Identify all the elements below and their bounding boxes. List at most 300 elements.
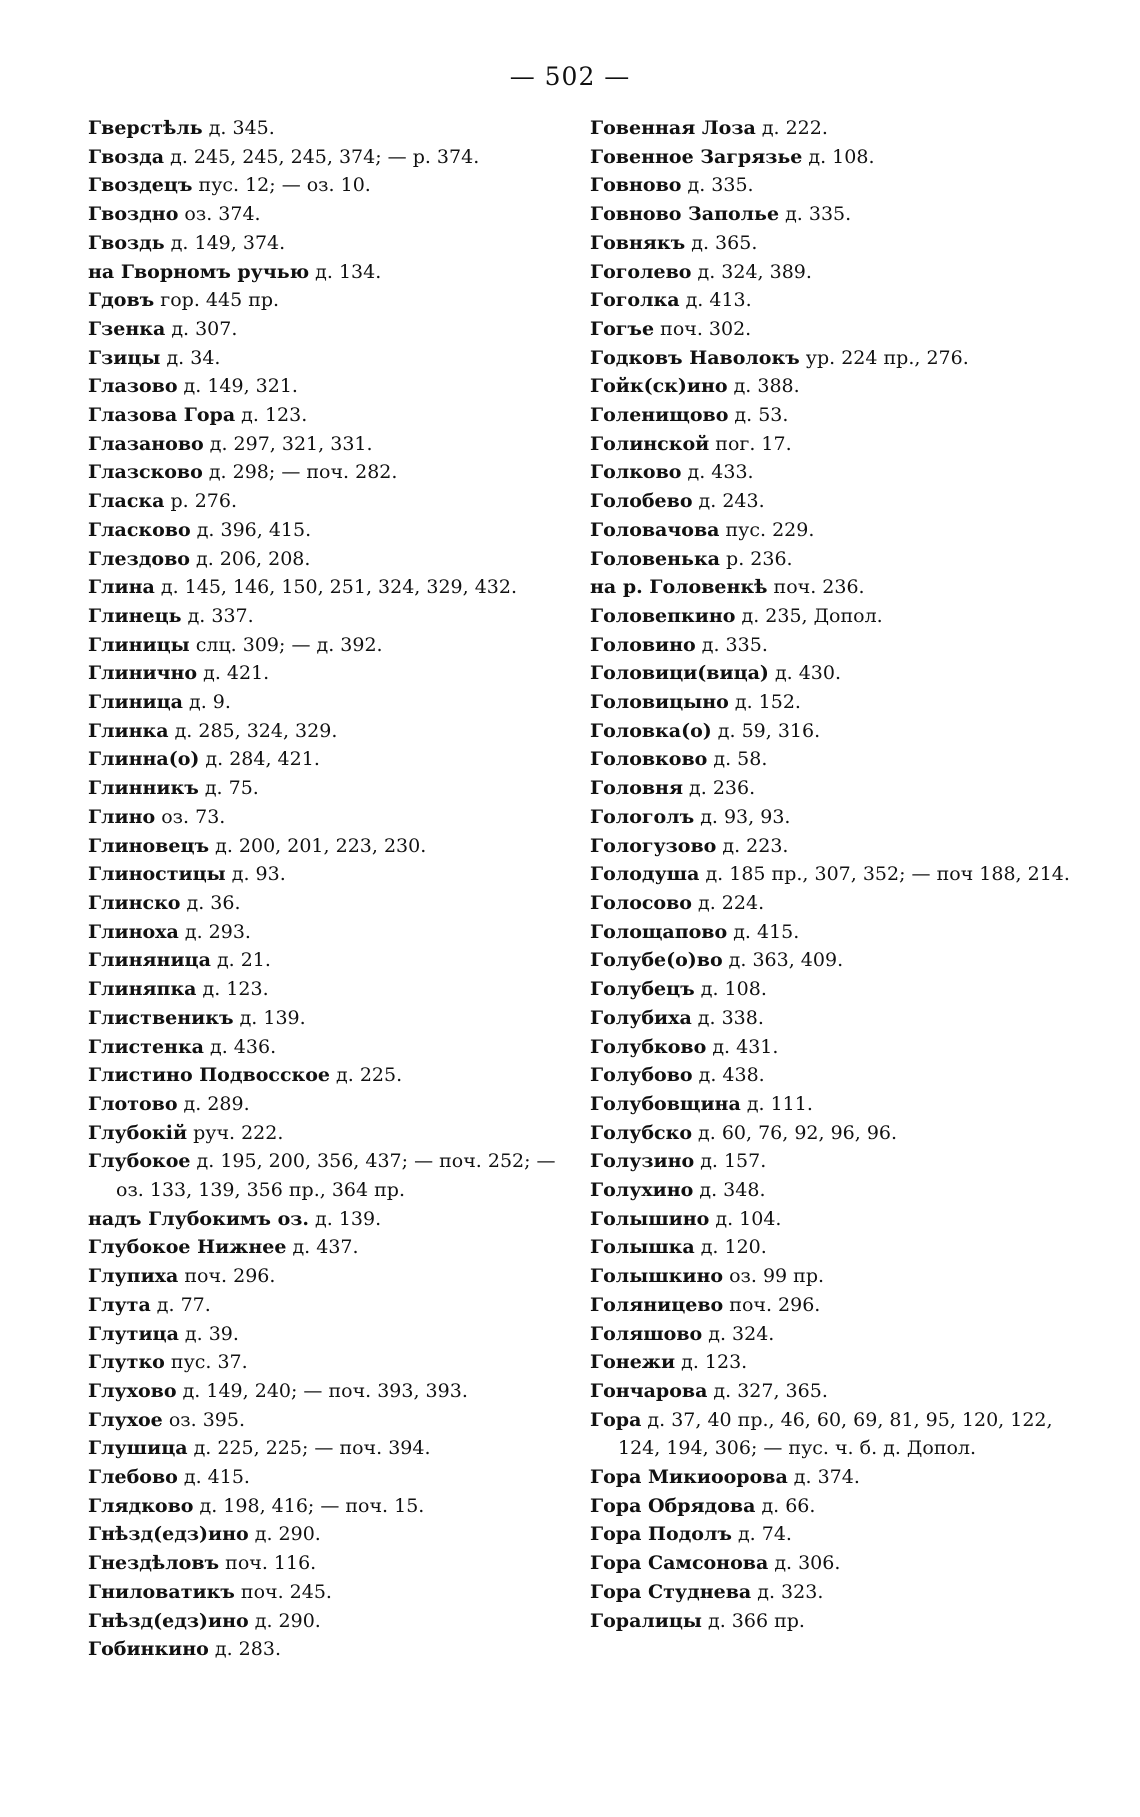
entry-headword: Головня xyxy=(590,777,684,800)
entry-headword: Головепкино xyxy=(590,604,736,627)
entry-headword: Голубиха xyxy=(590,1006,692,1029)
entry-references: д. 149, 374. xyxy=(164,231,286,254)
entry-headword: Горалицы xyxy=(590,1609,702,1632)
entry-headword: Голышка xyxy=(590,1236,695,1259)
index-entry xyxy=(590,1463,1090,1492)
entry-headword: Гора Самсонова xyxy=(590,1552,769,1575)
entry-headword: Глутко xyxy=(88,1351,165,1374)
entry-references: р. 236. xyxy=(720,547,793,570)
entry-headword: Гвоздь xyxy=(88,231,165,254)
entry-references: д. 243. xyxy=(692,490,765,513)
index-entry xyxy=(88,401,558,430)
index-entry xyxy=(88,1262,558,1291)
entry-headword: Глазсково xyxy=(88,461,203,484)
entry-references: д. 327, 365. xyxy=(707,1379,828,1402)
entry-headword: Гнѣзд(едз)ино xyxy=(88,1523,249,1546)
index-entry xyxy=(88,315,558,344)
index-entry xyxy=(590,1320,1090,1349)
index-entry xyxy=(88,717,558,746)
entry-references: д. 338. xyxy=(691,1006,764,1029)
entry-references: д. 195, 200, 356, 437; — поч. 252; — оз. 133, 139, 356 пр., 364 пр. xyxy=(116,1150,556,1202)
entry-headword: Глотово xyxy=(88,1092,178,1115)
entry-references: р. 276. xyxy=(164,490,238,513)
entry-references: д. 365. xyxy=(685,231,758,254)
entry-references: д. 206, 208. xyxy=(189,547,311,570)
index-entry xyxy=(590,1291,1090,1320)
entry-references: пус. 12; — оз. 10. xyxy=(192,174,371,197)
index-entry xyxy=(590,516,1090,545)
entry-headword: Глина xyxy=(88,576,155,599)
entry-references: д. 152. xyxy=(728,691,801,714)
index-entry xyxy=(590,946,1090,975)
entry-headword: Гогъе xyxy=(590,317,655,340)
index-entry xyxy=(88,258,558,287)
index-entry xyxy=(590,458,1090,487)
entry-headword: Глубокое xyxy=(88,1150,191,1173)
entry-references: д. 9. xyxy=(182,691,231,714)
index-entry xyxy=(88,1004,558,1033)
entry-headword: Глядково xyxy=(88,1494,194,1517)
index-entry xyxy=(590,745,1090,774)
index-entry xyxy=(590,372,1090,401)
entry-headword: Голодуша xyxy=(590,863,700,886)
entry-references: д. 93, 93. xyxy=(694,805,791,828)
entry-references: д. 290. xyxy=(248,1523,321,1546)
index-entry xyxy=(590,1492,1090,1521)
entry-references: д. 437. xyxy=(286,1236,359,1259)
entry-references: д. 284, 421. xyxy=(199,748,320,771)
entry-references: д. 224. xyxy=(691,891,765,914)
entry-headword: Гоголка xyxy=(590,289,680,312)
entry-references: д. 34. xyxy=(160,346,221,369)
index-entry xyxy=(88,1635,558,1664)
entry-headword: Голяшово xyxy=(590,1322,703,1345)
entry-references: д. 223. xyxy=(716,834,789,857)
index-entry xyxy=(88,1578,558,1607)
entry-headword: Голышино xyxy=(590,1207,710,1230)
entry-references: д. 198, 416; — поч. 15. xyxy=(193,1494,425,1517)
entry-references: д. 235, Допол. xyxy=(735,604,883,627)
index-entry xyxy=(590,717,1090,746)
index-entry xyxy=(88,1549,558,1578)
entry-references: руч. 222. xyxy=(187,1121,284,1144)
entry-headword: Голубовщина xyxy=(590,1092,741,1115)
entry-references: д. 157. xyxy=(694,1150,767,1173)
entry-references: д. 139. xyxy=(233,1006,306,1029)
index-entry xyxy=(590,143,1090,172)
entry-headword: Глездово xyxy=(88,547,190,570)
index-entry xyxy=(590,1176,1090,1205)
index-entry xyxy=(590,889,1090,918)
entry-headword: Головка(о) xyxy=(590,719,712,742)
entry-headword: Гончарова xyxy=(590,1379,708,1402)
entry-references: оз. 374. xyxy=(178,203,261,226)
entry-references: д. 123. xyxy=(196,978,269,1001)
index-entry xyxy=(88,458,558,487)
index-entry xyxy=(590,229,1090,258)
entry-headword: Гласка xyxy=(88,490,165,513)
entry-headword: Голяницево xyxy=(590,1293,724,1316)
entry-references: оз. 73. xyxy=(155,805,226,828)
entry-references: д. 297, 321, 331. xyxy=(203,432,373,455)
entry-references: д. 283. xyxy=(208,1638,281,1661)
entry-references: д. 335. xyxy=(681,174,754,197)
entry-headword: Глубокій xyxy=(88,1121,188,1144)
entry-headword: Глебово xyxy=(88,1466,178,1489)
entry-references: д. 306. xyxy=(768,1552,841,1575)
left-column xyxy=(88,114,558,1664)
entry-headword: Голенищово xyxy=(590,404,729,427)
index-entry xyxy=(590,487,1090,516)
entry-headword: Гвоздно xyxy=(88,203,179,226)
index-entry xyxy=(590,344,1090,373)
entry-headword: Годковъ Наволокъ xyxy=(590,346,800,369)
entry-references: д. 431. xyxy=(706,1035,779,1058)
entry-headword: Глиноха xyxy=(88,920,179,943)
entry-headword: Гора Обрядова xyxy=(590,1494,756,1517)
entry-references: д. 225. xyxy=(330,1064,403,1087)
entry-references: поч. 296. xyxy=(178,1265,276,1288)
entry-headword: Голубково xyxy=(590,1035,707,1058)
entry-references: д. 149, 240; — поч. 393, 393. xyxy=(176,1379,468,1402)
entry-headword: Глупиха xyxy=(88,1265,179,1288)
entry-headword: Глино xyxy=(88,805,156,828)
index-entry xyxy=(88,1090,558,1119)
entry-headword: Гора Микиоорова xyxy=(590,1466,788,1489)
entry-references: д. 120. xyxy=(694,1236,767,1259)
entry-headword: Глиняница xyxy=(88,949,211,972)
entry-references: д. 293. xyxy=(178,920,251,943)
entry-references: пог. 17. xyxy=(709,432,792,455)
index-entry xyxy=(88,832,558,861)
entry-references: д. 58. xyxy=(707,748,768,771)
index-entry xyxy=(590,1578,1090,1607)
entry-headword: Гвозда xyxy=(88,145,165,168)
entry-references: поч. 116. xyxy=(219,1552,317,1575)
index-entry xyxy=(88,1320,558,1349)
entry-headword: Гдовъ xyxy=(88,289,155,312)
entry-headword: Глута xyxy=(88,1293,151,1316)
entry-references: д. 290. xyxy=(248,1609,321,1632)
entry-references: оз. 395. xyxy=(162,1408,246,1431)
index-entry xyxy=(590,860,1090,889)
index-entry xyxy=(88,344,558,373)
index-entry xyxy=(88,143,558,172)
entry-headword: Гоголево xyxy=(590,260,692,283)
entry-headword: Голубово xyxy=(590,1064,693,1087)
index-entry xyxy=(590,1147,1090,1176)
index-entry xyxy=(88,1520,558,1549)
entry-headword: Гобинкино xyxy=(88,1638,209,1661)
index-entry xyxy=(590,401,1090,430)
entry-headword: Глистино Подвосское xyxy=(88,1064,331,1087)
index-entry xyxy=(88,1147,558,1204)
index-entry xyxy=(590,171,1090,200)
entry-references: д. 37, 40 пр., 46, 60, 69, 81, 95, 120, 122, 124, 194, 306; — пус. ч. б. д. Допол. xyxy=(618,1408,1053,1460)
entry-references: гор. 445 пр. xyxy=(154,289,280,312)
entry-headword: Гзенка xyxy=(88,317,166,340)
entry-headword: Голышкино xyxy=(590,1265,724,1288)
entry-references: д. 289. xyxy=(177,1092,250,1115)
entry-references: пус. 229. xyxy=(719,518,815,541)
entry-references: ур. 224 пр., 276. xyxy=(799,346,969,369)
entry-headword: Голосово xyxy=(590,891,692,914)
entry-headword: Голухино xyxy=(590,1179,694,1202)
index-entry xyxy=(590,1406,1090,1463)
entry-headword: Глубокое Нижнее xyxy=(88,1236,287,1259)
index-entry xyxy=(88,430,558,459)
entry-references: д. 298; — поч. 282. xyxy=(202,461,398,484)
index-entry xyxy=(88,889,558,918)
entry-references: поч. 302. xyxy=(654,317,752,340)
index-entry xyxy=(88,1492,558,1521)
entry-references: поч. 245. xyxy=(234,1580,332,1603)
entry-headword: Гнездѣловъ xyxy=(88,1552,220,1575)
index-entry xyxy=(88,487,558,516)
entry-headword: Гойк(ск)ино xyxy=(590,375,728,398)
index-entry xyxy=(88,659,558,688)
index-entry xyxy=(590,832,1090,861)
entry-headword: Головково xyxy=(590,748,708,771)
index-entry xyxy=(88,745,558,774)
index-entry xyxy=(590,774,1090,803)
entry-references: д. 75. xyxy=(198,777,259,800)
entry-headword: Головици(вица) xyxy=(590,662,769,685)
entry-references: д. 324. xyxy=(702,1322,775,1345)
entry-headword: Голубско xyxy=(590,1121,692,1144)
entry-references: пус. 37. xyxy=(164,1351,248,1374)
entry-references: д. 245, 245, 245, 374; — р. 374. xyxy=(164,145,480,168)
entry-headword: Глухое xyxy=(88,1408,163,1431)
entry-references: д. 108. xyxy=(802,145,875,168)
entry-references: д. 53. xyxy=(728,404,789,427)
index-entry xyxy=(88,975,558,1004)
index-entry xyxy=(590,1033,1090,1062)
entry-headword: Голинской xyxy=(590,432,710,455)
index-entry xyxy=(88,229,558,258)
entry-references: д. 323. xyxy=(751,1580,824,1603)
index-entry xyxy=(88,1233,558,1262)
entry-headword: Голубе(о)во xyxy=(590,949,723,972)
entry-headword: Голузино xyxy=(590,1150,695,1173)
index-entry xyxy=(590,1233,1090,1262)
entry-headword: Гверстѣль xyxy=(88,117,203,139)
entry-headword: Голубецъ xyxy=(590,978,695,1001)
entry-references: д. 335. xyxy=(779,203,852,226)
entry-headword: Гологолъ xyxy=(590,805,695,828)
entry-references: д. 39. xyxy=(178,1322,239,1345)
entry-headword: Головицыно xyxy=(590,691,729,714)
entry-headword: Глинка xyxy=(88,719,169,742)
entry-references: д. 335. xyxy=(695,633,768,656)
index-entry xyxy=(88,1033,558,1062)
entry-references: д. 374. xyxy=(787,1466,860,1489)
entry-references: д. 307. xyxy=(165,317,238,340)
entry-headword: Глиновецъ xyxy=(88,834,210,857)
entry-headword: Глиницы xyxy=(88,633,190,656)
index-entry xyxy=(88,774,558,803)
entry-references: д. 348. xyxy=(693,1179,766,1202)
index-entry xyxy=(88,200,558,229)
entry-references: поч. 236. xyxy=(767,576,865,599)
index-entry xyxy=(590,602,1090,631)
entry-headword: Гора Подолъ xyxy=(590,1523,732,1546)
entry-references: д. 200, 201, 223, 230. xyxy=(209,834,427,857)
entry-references: д. 134. xyxy=(309,260,382,283)
entry-headword: Гора Студнева xyxy=(590,1580,752,1603)
index-entry xyxy=(88,573,558,602)
entry-headword: Головино xyxy=(590,633,696,656)
index-entry xyxy=(590,430,1090,459)
entry-headword: Гологузово xyxy=(590,834,717,857)
entry-headword: Глазово xyxy=(88,375,178,398)
entry-headword: Глиняпка xyxy=(88,978,197,1001)
entry-references: д. 337. xyxy=(181,604,254,627)
index-entry xyxy=(590,918,1090,947)
index-entry xyxy=(590,1090,1090,1119)
index-entry xyxy=(590,1004,1090,1033)
entry-headword: Головенька xyxy=(590,547,720,570)
index-entry xyxy=(88,372,558,401)
index-entry xyxy=(88,946,558,975)
entry-headword: Глинникъ xyxy=(88,777,199,800)
index-entry xyxy=(590,659,1090,688)
entry-headword: Гнѣзд(едз)ино xyxy=(88,1609,249,1632)
entry-references: д. 77. xyxy=(150,1293,211,1316)
entry-references: д. 363, 409. xyxy=(722,949,844,972)
index-entry xyxy=(88,918,558,947)
index-entry xyxy=(590,803,1090,832)
entry-headword: Глухово xyxy=(88,1379,177,1402)
index-entry xyxy=(590,631,1090,660)
entry-headword: Глинско xyxy=(88,891,181,914)
entry-references: д. 433. xyxy=(681,461,754,484)
index-entry xyxy=(88,1119,558,1148)
entry-headword: Глазаново xyxy=(88,432,204,455)
entry-headword: Голково xyxy=(590,461,682,484)
entry-headword: Глушица xyxy=(88,1437,188,1460)
entry-headword: Говенное Загрязье xyxy=(590,145,803,168)
entry-references: д. 36. xyxy=(180,891,241,914)
index-entry xyxy=(88,602,558,631)
entry-references: д. 430. xyxy=(768,662,842,685)
entry-references: д. 236. xyxy=(683,777,756,800)
entry-headword: Глиница xyxy=(88,691,183,714)
entry-references: д. 415. xyxy=(727,920,800,943)
index-entry xyxy=(88,286,558,315)
index-entry xyxy=(88,545,558,574)
entry-headword: надъ Глубокимъ оз. xyxy=(88,1207,310,1230)
entry-headword: Голощапово xyxy=(590,920,728,943)
entry-headword: Говново Заполье xyxy=(590,203,780,226)
index-entry xyxy=(590,545,1090,574)
entry-headword: Глистенка xyxy=(88,1035,204,1058)
entry-references: д. 139. xyxy=(309,1207,382,1230)
index-entry xyxy=(88,631,558,660)
index-entry xyxy=(88,860,558,889)
index-entry xyxy=(88,1205,558,1234)
entry-references: д. 222. xyxy=(755,117,828,139)
entry-references: д. 413. xyxy=(679,289,752,312)
index-entry xyxy=(88,1291,558,1320)
index-entry xyxy=(590,114,1090,143)
entry-headword: Гзицы xyxy=(88,346,161,369)
entry-references: д. 421. xyxy=(197,662,270,685)
index-entry xyxy=(88,114,558,143)
index-entry xyxy=(590,1262,1090,1291)
index-entry xyxy=(590,1607,1090,1636)
entry-headword: Голобево xyxy=(590,490,693,513)
entry-references: д. 111. xyxy=(740,1092,813,1115)
index-entry xyxy=(590,315,1090,344)
entry-references: д. 388. xyxy=(727,375,800,398)
entry-references: д. 123. xyxy=(235,404,308,427)
index-entry xyxy=(88,1406,558,1435)
index-entry xyxy=(590,1061,1090,1090)
entry-references: оз. 99 пр. xyxy=(723,1265,825,1288)
index-entry xyxy=(590,688,1090,717)
index-entry xyxy=(590,1348,1090,1377)
index-entry xyxy=(590,286,1090,315)
entry-references: д. 149, 321. xyxy=(177,375,298,398)
entry-references: д. 21. xyxy=(210,949,271,972)
entry-headword: Говнякъ xyxy=(590,231,686,254)
index-entry xyxy=(88,1377,558,1406)
entry-headword: Глинично xyxy=(88,662,198,685)
entry-headword: Глиностицы xyxy=(88,863,226,886)
entry-references: д. 436. xyxy=(203,1035,277,1058)
entry-headword: Глинна(о) xyxy=(88,748,200,771)
entry-headword: Гора xyxy=(590,1408,642,1431)
index-entry xyxy=(88,1463,558,1492)
entry-references: д. 104. xyxy=(709,1207,782,1230)
entry-references: поч. 296. xyxy=(723,1293,821,1316)
entry-headword: на р. Головенкѣ xyxy=(590,576,768,599)
index-entry xyxy=(590,1520,1090,1549)
entry-references: д. 396, 415. xyxy=(190,518,312,541)
index-entry xyxy=(88,171,558,200)
entry-headword: Головачова xyxy=(590,518,720,541)
entry-headword: Глиственикъ xyxy=(88,1006,234,1029)
entry-references: д. 108. xyxy=(694,978,767,1001)
entry-references: д. 145, 146, 150, 251, 324, 329, 432. xyxy=(154,576,518,599)
index-entry xyxy=(590,573,1090,602)
entry-headword: Гвоздецъ xyxy=(88,174,193,197)
entry-references: д. 66. xyxy=(755,1494,816,1517)
entry-references: д. 345. xyxy=(202,117,275,139)
entry-references: д. 123. xyxy=(675,1351,748,1374)
entry-references: д. 438. xyxy=(692,1064,765,1087)
entry-headword: Гонежи xyxy=(590,1351,676,1374)
entry-references: д. 185 пр., 307, 352; — поч 188, 214. xyxy=(699,863,1070,886)
entry-headword: Гласково xyxy=(88,518,191,541)
index-entry xyxy=(590,200,1090,229)
index-entry xyxy=(88,1607,558,1636)
entry-references: д. 59, 316. xyxy=(711,719,821,742)
entry-headword: Глазова Гора xyxy=(88,404,236,427)
entry-references: д. 285, 324, 329. xyxy=(168,719,338,742)
page-number: — 502 — xyxy=(509,62,631,91)
entry-headword: Говново xyxy=(590,174,682,197)
entry-headword: Глутица xyxy=(88,1322,179,1345)
entry-headword: Говенная Лоза xyxy=(590,117,756,139)
index-entry xyxy=(590,1377,1090,1406)
entry-headword: Гниловатикъ xyxy=(88,1580,235,1603)
index-entry xyxy=(88,516,558,545)
index-entry xyxy=(88,803,558,832)
entry-references: слц. 309; — д. 392. xyxy=(189,633,383,656)
entry-references: д. 225, 225; — поч. 394. xyxy=(187,1437,431,1460)
